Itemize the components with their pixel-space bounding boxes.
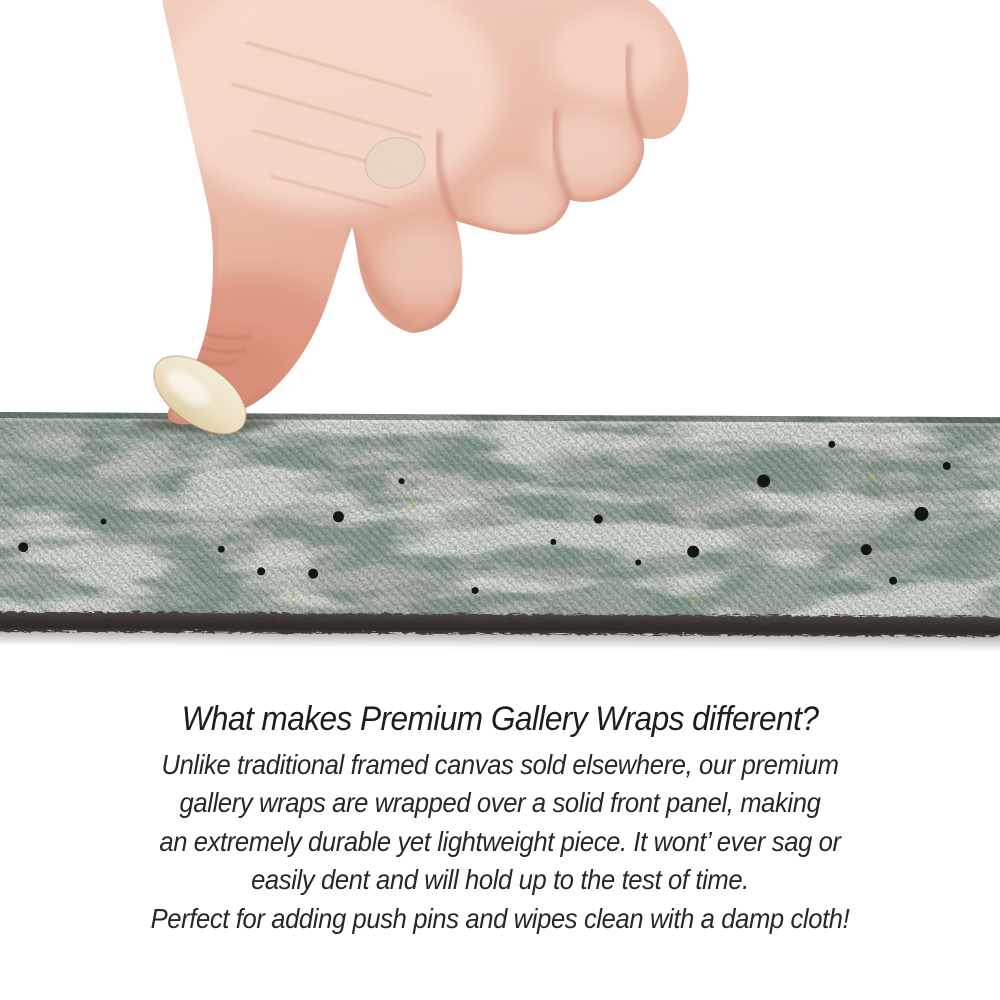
product-description-heading: What makes Premium Gallery Wraps different? [181,700,819,738]
hand-graphic [0,0,1000,436]
canvas-strip-graphic [0,412,1000,657]
product-description-line: an extremely durable yet lightweight piece. It wont’ ever sag or [159,825,841,857]
product-description-line: easily dent and will hold up to the test of time. [251,864,749,896]
canvas-texture [0,412,1000,618]
product-description-line: gallery wraps are wrapped over a solid front panel, making [179,787,821,819]
product-description-line: Perfect for adding push pins and wipes clean with a damp cloth! [150,902,850,934]
product-description-line: Unlike traditional framed canvas sold elsewhere, our premium [161,749,839,780]
canvas-strip [0,412,1000,657]
product-description [35,699,965,938]
hand-photo [0,0,1000,436]
